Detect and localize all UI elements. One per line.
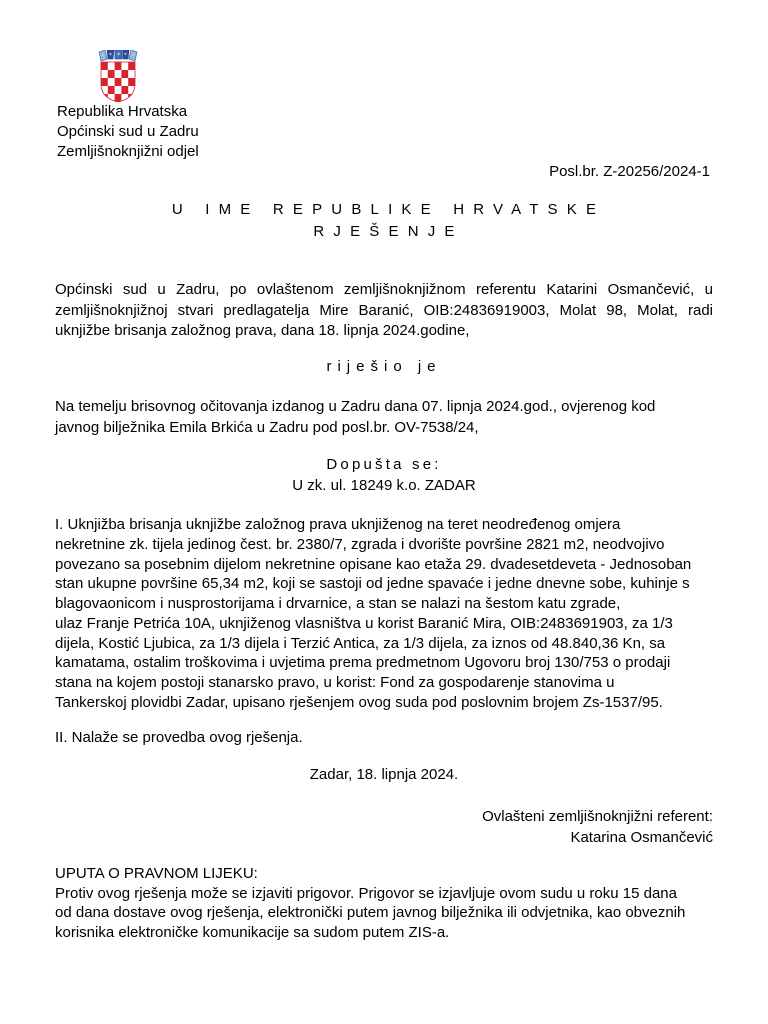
signature-name: Katarina Osmančević <box>570 829 713 846</box>
decision-item-2: II. Nalaže se provedba ovog rješenja. <box>55 729 303 746</box>
allowed-label: Dopušta se: <box>326 456 442 473</box>
decision-item-1 <box>55 515 725 713</box>
intro-paragraph: Općinski sud u Zadru, po ovlaštenom zemljišnoknjižnom referentu Katarini Osmančević, u zemljišnoknjižnoj stvari predlagatelja Mire Baranić, OIB:24836919003, Molat 98, Molat, radi uknjižbe brisanja založnog prava, dana 18. lipnja 2024.godine, <box>55 281 713 339</box>
legal-remedy-line: od dana dostave ovog rješenja, elektronički putem javnog bilježnika ili odvjetnika, kao obveznih <box>55 904 686 921</box>
item-line: dijela, Kostić Ljubica, za 1/3 dijela i Terzić Antica, za 1/3 dijela, za iznos od 48.840,36 Kn, sa <box>55 634 666 652</box>
basis-line: javnog bilježnika Emila Brkića u Zadru pod posl.br. OV-7538/24, <box>55 418 479 436</box>
item-line: I. Uknjižba brisanja uknjižbe založnog prava uknjiženog na teret neodređenog omjera <box>55 516 621 533</box>
signature-title: Ovlašteni zemljišnoknjižni referent: <box>482 808 713 825</box>
place-date: Zadar, 18. lipnja 2024. <box>309 766 459 783</box>
court-name: Općinski sud u Zadru <box>57 123 199 140</box>
legal-remedy-section <box>55 864 735 942</box>
item-line: nekretnine zk. tijela jedinog čest. br. 2380/7, zgrada i dvorište površine 2821 m2, neodvojivo <box>55 535 665 553</box>
department-name: Zemljišnoknjižni odjel <box>57 143 199 160</box>
item-line: stan ukupne površine 65,34 m2, koji se sastoji od jedne spavaće i jedne dnevne sobe, kuhinje s <box>55 575 690 593</box>
signature-block <box>482 806 713 848</box>
country-name: Republika Hrvatska <box>57 103 188 120</box>
legal-remedy-line: korisnika elektroničke komunikacije sa sudom putem ZIS-a. <box>55 923 450 941</box>
basis-paragraph <box>55 397 725 438</box>
item-line: kamatama, ostalim troškovima i uvjetima prema predmetnom Ugovoru broj 130/753 o prodaji <box>55 654 671 672</box>
item-line: Tankerskoj plovidbi Zadar, upisano rješenjem ovog suda pod poslovnim brojem Zs-1537/95. <box>55 693 663 711</box>
item-line: stana na kojem postoji stanarsko pravo, u korist: Fond za gospodarenje stanovima u <box>55 674 615 691</box>
decision-word: riješio je <box>326 358 442 375</box>
land-registry-reference: U zk. ul. 18249 k.o. ZADAR <box>292 477 476 494</box>
document-heading: U IME REPUBLIKE HRVATSKE <box>171 201 606 218</box>
legal-remedy-line: Protiv ovog rješenja može se izjaviti prigovor. Prigovor se izjavljuje ovom sudu u roku 15 dana <box>55 884 677 902</box>
item-line: povezano sa posebnim dijelom nekretnine opisane kao etaža 29. dvadesetdeveta - Jednosoban <box>55 555 692 573</box>
basis-line: Na temelju brisovnog očitovanja izdanog u Zadru dana 07. lipnja 2024.god., ovjerenog kod <box>55 398 656 415</box>
court-header <box>57 102 199 162</box>
case-number: Posl.br. Z-20256/2024-1 <box>549 163 710 180</box>
item-line: ulaz Franje Petrića 10A, uknjiženog vlasništva u korist Baranić Mira, OIB:2483691903, za 1/3 <box>55 614 673 632</box>
legal-remedy-heading: UPUTA O PRAVNOM LIJEKU: <box>55 865 258 882</box>
item-line: blagovaonicom i nusprostorijama i drvarnice, a stan se nalazi na šestom katu zgrade, <box>55 595 621 612</box>
coat-of-arms-icon <box>97 50 139 102</box>
document-title: RJEŠENJE <box>313 223 464 240</box>
